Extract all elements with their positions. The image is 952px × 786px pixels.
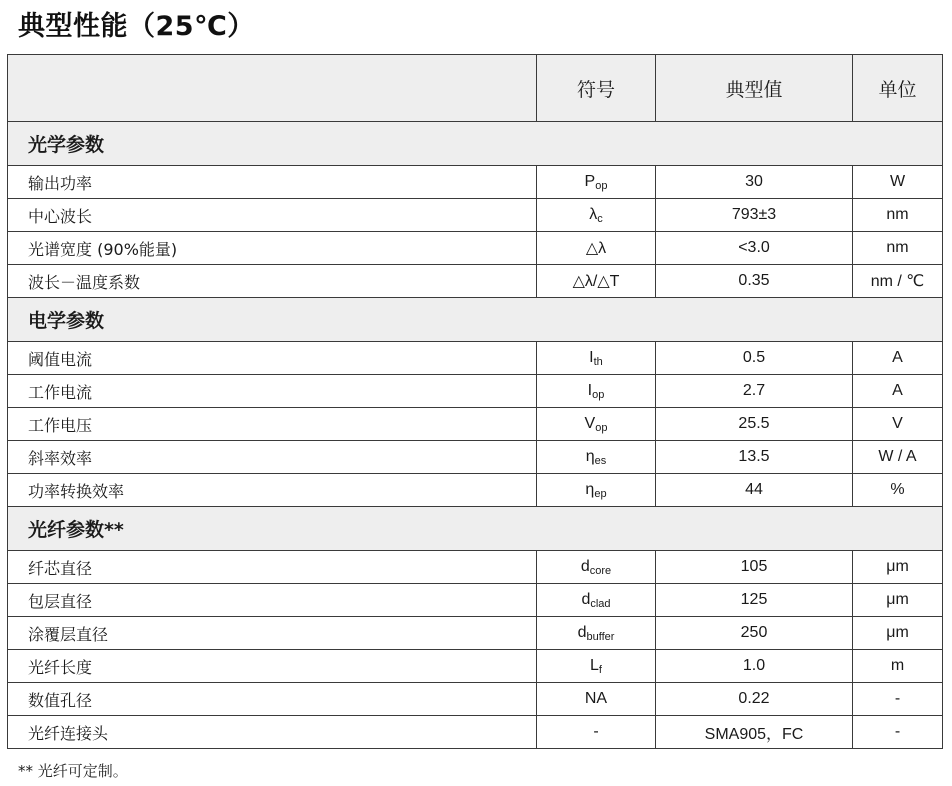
- typical-value: 105: [656, 551, 853, 584]
- unit-cell: %: [853, 474, 943, 507]
- symbol-cell: [537, 408, 656, 441]
- parameter-name: 工作电流: [8, 375, 537, 408]
- section-row: [8, 298, 943, 342]
- symbol-subscript: buffer: [586, 630, 615, 643]
- symbol-cell: [537, 375, 656, 408]
- symbol-cell: [537, 342, 656, 375]
- typical-value: 1.0: [656, 650, 853, 683]
- table-row: [8, 650, 943, 683]
- table-row: [8, 199, 943, 232]
- section-title: 光学参数: [8, 122, 943, 166]
- symbol-subscript: ep: [594, 487, 607, 500]
- table-row: [8, 441, 943, 474]
- typical-value: 13.5: [656, 441, 853, 474]
- parameter-name: 涂覆层直径: [8, 617, 537, 650]
- table-row: [8, 408, 943, 441]
- typical-value: <3.0: [656, 232, 853, 265]
- symbol-cell: [537, 551, 656, 584]
- symbol-subscript: op: [592, 388, 605, 401]
- symbol-subscript: th: [593, 355, 603, 368]
- header-typical-value: 典型值: [656, 55, 853, 122]
- symbol-cell: [537, 441, 656, 474]
- table-row: [8, 716, 943, 749]
- section-row: [8, 507, 943, 551]
- symbol-cell: [537, 232, 656, 265]
- typical-value: 2.7: [656, 375, 853, 408]
- unit-cell: nm / ℃: [853, 265, 943, 298]
- parameter-name: 光纤连接头: [8, 716, 537, 749]
- header-symbol: 符号: [537, 55, 656, 122]
- symbol-cell: [537, 650, 656, 683]
- table-row: [8, 166, 943, 199]
- table-row: [8, 683, 943, 716]
- symbol-main: I: [589, 348, 594, 366]
- symbol-main: d: [580, 557, 590, 575]
- symbol-main: △λ/△T: [572, 272, 620, 290]
- typical-value: 793±3: [656, 199, 853, 232]
- symbol-subscript: core: [589, 564, 612, 577]
- section-title: 电学参数: [8, 298, 943, 342]
- typical-value: SMA905，FC: [656, 716, 853, 749]
- symbol-main: I: [587, 381, 593, 399]
- parameter-name: 中心波长: [8, 199, 537, 232]
- symbol-main: L: [590, 656, 599, 674]
- symbol-cell: [537, 265, 656, 298]
- symbol-main: NA: [584, 689, 608, 707]
- symbol-cell: [537, 474, 656, 507]
- parameter-name: 光纤长度: [8, 650, 537, 683]
- unit-cell: nm: [853, 199, 943, 232]
- symbol-main: d: [581, 590, 591, 608]
- parameter-name: 波长－温度系数: [8, 265, 537, 298]
- table-row: [8, 474, 943, 507]
- parameter-name: 数值孔径: [8, 683, 537, 716]
- typical-value: 30: [656, 166, 853, 199]
- table-row: [8, 265, 943, 298]
- table-row: [8, 375, 943, 408]
- header-name-cell: [8, 55, 537, 122]
- page-title: 典型性能（25℃）: [18, 11, 255, 42]
- unit-cell: μm: [853, 584, 943, 617]
- symbol-main: λ: [589, 205, 598, 223]
- typical-value: 250: [656, 617, 853, 650]
- unit-cell: A: [853, 375, 943, 408]
- symbol-main: △λ: [585, 239, 607, 257]
- symbol-cell: [537, 617, 656, 650]
- symbol-subscript: f: [598, 663, 602, 676]
- table-row: [8, 342, 943, 375]
- typical-value: 44: [656, 474, 853, 507]
- section-row: [8, 122, 943, 166]
- unit-cell: μm: [853, 617, 943, 650]
- typical-value: 0.22: [656, 683, 853, 716]
- unit-cell: W: [853, 166, 943, 199]
- symbol-subscript: c: [597, 212, 603, 225]
- symbol-subscript: es: [594, 454, 607, 467]
- performance-table: [7, 54, 943, 749]
- table-row: [8, 551, 943, 584]
- symbol-main: η: [585, 480, 595, 498]
- unit-cell: m: [853, 650, 943, 683]
- table-row: [8, 584, 943, 617]
- symbol-subscript: op: [595, 179, 608, 192]
- unit-cell: A: [853, 342, 943, 375]
- symbol-main: -: [593, 722, 599, 740]
- footnote: ** 光纤可定制。: [18, 762, 128, 780]
- parameter-name: 光谱宽度 (90%能量): [8, 232, 537, 265]
- unit-cell: -: [853, 716, 943, 749]
- typical-value: 0.35: [656, 265, 853, 298]
- table-row: [8, 232, 943, 265]
- parameter-name: 斜率效率: [8, 441, 537, 474]
- unit-cell: V: [853, 408, 943, 441]
- typical-value: 25.5: [656, 408, 853, 441]
- unit-cell: μm: [853, 551, 943, 584]
- symbol-subscript: op: [595, 421, 608, 434]
- parameter-name: 输出功率: [8, 166, 537, 199]
- typical-value: 0.5: [656, 342, 853, 375]
- parameter-name: 工作电压: [8, 408, 537, 441]
- symbol-main: d: [577, 623, 587, 641]
- symbol-cell: [537, 683, 656, 716]
- symbol-cell: [537, 166, 656, 199]
- unit-cell: W / A: [853, 441, 943, 474]
- typical-value: 125: [656, 584, 853, 617]
- section-title: 光纤参数**: [8, 507, 943, 551]
- table-row: [8, 617, 943, 650]
- unit-cell: nm: [853, 232, 943, 265]
- symbol-cell: [537, 199, 656, 232]
- unit-cell: -: [853, 683, 943, 716]
- symbol-subscript: clad: [590, 597, 611, 610]
- parameter-name: 纤芯直径: [8, 551, 537, 584]
- symbol-cell: [537, 716, 656, 749]
- symbol-main: η: [585, 447, 595, 465]
- parameter-name: 功率转换效率: [8, 474, 537, 507]
- parameter-name: 阈值电流: [8, 342, 537, 375]
- symbol-main: V: [584, 414, 596, 432]
- symbol-cell: [537, 584, 656, 617]
- parameter-name: 包层直径: [8, 584, 537, 617]
- symbol-main: P: [584, 172, 596, 190]
- header-unit: 单位: [853, 55, 943, 122]
- table-header-row: [8, 55, 943, 122]
